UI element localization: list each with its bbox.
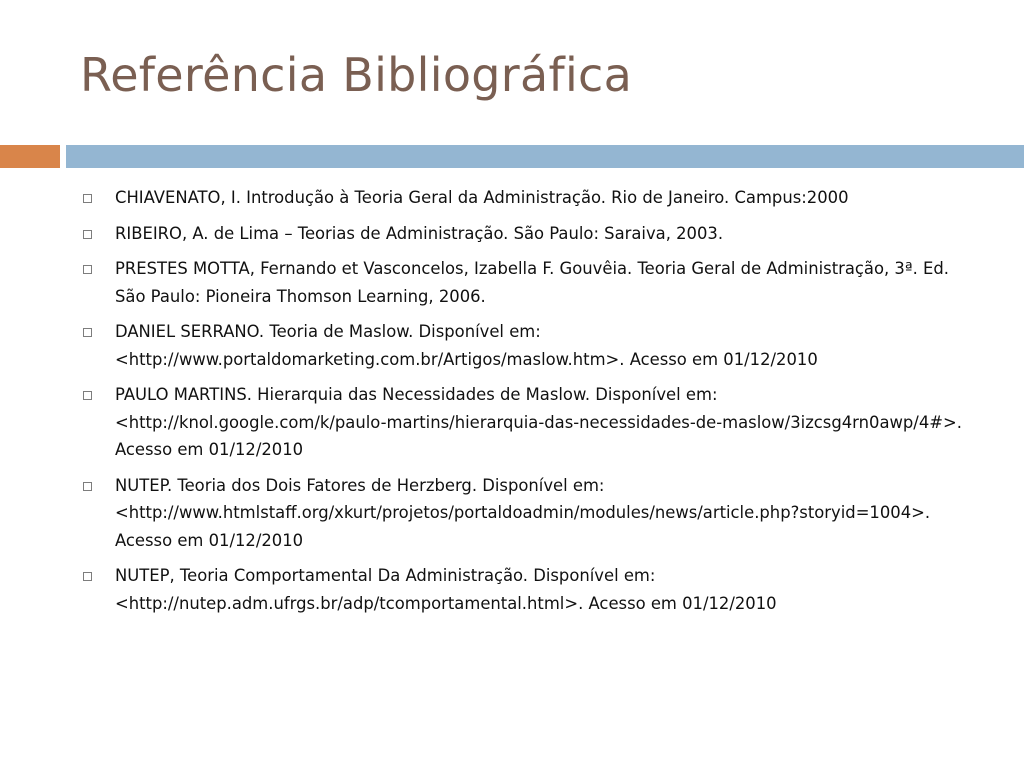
accent-bar-blue bbox=[66, 145, 1024, 168]
square-bullet-icon bbox=[83, 265, 92, 274]
reference-text: PRESTES MOTTA, Fernando et Vasconcelos, Izabella F. Gouvêia. Teoria Geral de Administração, 3ª. Ed. São Paulo: Pioneira Thomson Learning, 2006. bbox=[115, 259, 949, 306]
reference-text: NUTEP, Teoria Comportamental Da Administração. Disponível em: <http://nutep.adm.ufrgs.br/adp/tcomportamental.html>. Acesso em 01/12/2010 bbox=[115, 566, 777, 613]
square-bullet-icon bbox=[83, 328, 92, 337]
reference-text: CHIAVENATO, I. Introdução à Teoria Geral da Administração. Rio de Janeiro. Campus:2000 bbox=[115, 188, 849, 207]
reference-text: NUTEP. Teoria dos Dois Fatores de Herzberg. Disponível em: <http://www.htmlstaff.org/xkurt/projetos/portaldoadmin/modules/news/article.php?storyid=1004>. Acesso em 01/12/2010 bbox=[115, 475, 931, 550]
square-bullet-icon bbox=[83, 194, 92, 203]
reference-text: DANIEL SERRANO. Teoria de Maslow. Disponível em: <http://www.portaldomarketing.com.br/Artigos/maslow.htm>. Acesso em 01/12/2010 bbox=[115, 322, 818, 369]
reference-item bbox=[80, 472, 970, 555]
square-bullet-icon bbox=[83, 482, 92, 491]
reference-item bbox=[80, 184, 970, 212]
reference-item bbox=[80, 562, 970, 617]
square-bullet-icon bbox=[83, 230, 92, 239]
reference-item bbox=[80, 381, 970, 464]
slide-title: Referência Bibliográfica bbox=[80, 48, 633, 102]
square-bullet-icon bbox=[83, 572, 92, 581]
reference-list bbox=[80, 184, 970, 625]
accent-bar-orange bbox=[0, 145, 60, 168]
reference-item bbox=[80, 318, 970, 373]
reference-text: RIBEIRO, A. de Lima – Teorias de Administração. São Paulo: Saraiva, 2003. bbox=[115, 223, 724, 243]
reference-item bbox=[80, 220, 970, 248]
square-bullet-icon bbox=[83, 391, 92, 400]
reference-item bbox=[80, 255, 970, 310]
reference-text: PAULO MARTINS. Hierarquia das Necessidades de Maslow. Disponível em: <http://knol.google.com/k/paulo-martins/hierarquia-das-necessidades-de-maslow/3izcsg4rn0awp/4#>. Acesso em 01/12/2010 bbox=[115, 385, 962, 459]
